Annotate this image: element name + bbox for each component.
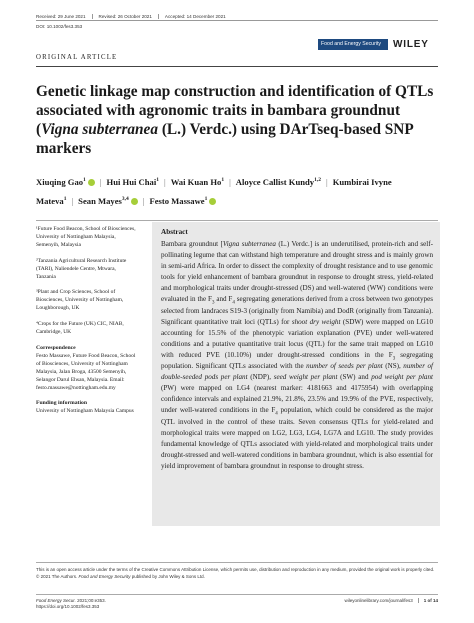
affiliation: ¹Future Food Beacon, School of Biosciences, University of Nottingham Malaysia, Semenyih, Malaysia <box>36 226 136 248</box>
copyright-pre: © 2021 The Authors. <box>36 573 79 579</box>
author-separator: | <box>325 177 328 187</box>
affiliations <box>36 226 136 337</box>
author-separator: | <box>163 177 166 187</box>
citation-journal: Food Energy Secur. <box>36 598 76 603</box>
abstract-text: segregating population. Significant QTLs associated with the <box>161 350 433 371</box>
orcid-icon[interactable] <box>88 179 95 186</box>
abstract-italic-text: number of double-seeded pods per plant <box>161 362 433 382</box>
abstract-subscript: 4 <box>275 411 278 417</box>
abstract-italic-text: shoot dry weight <box>291 317 341 326</box>
author-affiliation-marker: 1 <box>204 196 208 203</box>
abstract-text: (L.) Verdc.] is an underutilised, protein-rich and self-pollinating legume that can withstand high temperature and drought stress and is mainly grown in semi-arid Africa. In order to dissect the complexity of drought resistance and to use genomic tools for yield enhancement of bambara groundnut in response to drought stress, yield-related and morphological traits under drought-stressed (DS) and well-watered (WW) conditions were evaluated in the F <box>161 240 433 304</box>
author-name: Wai Kuan Ho <box>170 177 222 187</box>
citation-volume: 2021;00:e353. <box>75 598 106 603</box>
author-divider <box>36 220 438 221</box>
author-name: Festo Massawe <box>149 196 205 206</box>
article-dates <box>36 13 438 21</box>
abstract-subscript: 3 <box>392 356 396 362</box>
abstract-italic-text: pod weight per plant <box>371 373 433 382</box>
author-affiliation-marker: 1,2 <box>314 177 321 184</box>
author-name: Kumbirai Ivyne Mateva <box>36 177 392 206</box>
copyright-line <box>36 574 438 581</box>
author-name: Hui Hui Chai <box>106 177 157 187</box>
abstract-italic-text: Vigna subterranea <box>222 240 276 248</box>
author-affiliation-marker: 3,4 <box>121 196 129 203</box>
author-affiliation-marker: 1 <box>221 177 225 184</box>
header-divider <box>36 66 438 67</box>
article-type: ORIGINAL ARTICLE <box>36 54 118 61</box>
abstract-text: (NDP), <box>247 373 274 382</box>
author-name: Sean Mayes <box>78 196 122 206</box>
author-name: Xiuqing Gao <box>36 177 84 187</box>
article-title <box>36 82 438 158</box>
abstract-box <box>152 222 440 526</box>
publisher-logo: WILEY <box>393 39 429 50</box>
abstract-body <box>161 239 433 472</box>
license-line: This is an open access article under the terms of the Creative Commons Attribution License, which permits use, distribution and reproduction in any medium, provided the original work is properly cited. <box>36 567 435 572</box>
funding-text: University of Nottingham Malaysia Campus <box>36 408 134 415</box>
license-notice <box>36 562 438 580</box>
author-separator: | <box>71 196 74 206</box>
orcid-icon[interactable] <box>209 198 216 205</box>
doi[interactable]: DOI: 10.1002/fes3.353 <box>36 24 83 29</box>
abstract-text: and F <box>214 295 233 304</box>
title-part2: (L.) Verdc.) using DArTseq-based SNP markers <box>36 121 413 157</box>
revised-date: Revised: 26 October 2021 <box>99 14 159 19</box>
orcid-icon[interactable] <box>131 198 138 205</box>
accepted-date: Accepted: 14 December 2021 <box>164 14 226 19</box>
author <box>171 177 224 187</box>
author-affiliation-marker: 1 <box>156 177 159 184</box>
author-separator: | <box>229 177 231 187</box>
abstract-italic-text: number of seeds per plant <box>306 362 383 371</box>
journal-website-link[interactable]: wileyonlinelibrary.com/journal/fes3 <box>344 598 413 603</box>
abstract-text: (PW) were mapped on LG4 (nearest marker: 4181663 and 4175954) with overlapping confidence intervals and explained 21.9%, 21.8%, 23.5% and 19.9% of the PVE, respectively, under well-watered conditions in the F <box>161 384 433 415</box>
author-separator: | <box>142 196 145 206</box>
abstract-text: population, which could be considered as the major QTL involved in the control of these traits. Seven consensus QTLs for yield-related and morphological traits were mapped on LG2, LG3, LG4, LG7A and LG10. The study provides fundamental knowledge of QTLs associated with yield-related and morphological traits under drought-stressed and well-watered conditions in bambara groundnut, which is also essential for yield improvement of bambara groundnut in response to drought stress. <box>161 406 433 470</box>
title-italic: Vigna subterranea <box>41 121 158 138</box>
author-list <box>36 173 438 211</box>
journal-logo-text: Food and Energy Security <box>321 41 381 47</box>
abstract-heading: Abstract <box>161 228 188 236</box>
received-date: Received: 29 June 2021 <box>36 14 93 19</box>
footer-right <box>345 598 438 604</box>
author <box>107 177 159 187</box>
funding-heading: Funding information <box>36 400 88 407</box>
abstract-text: (SDW) were mapped on LG10 accounting for 15.5% of the phenotypic variation explanation (PVE) under well-watered conditions and a putative quantitative trait locus (QTL) for the same trait mapped on LG10 with reduced PVE (10.10%) under drought-stressed conditions in the F <box>161 317 433 359</box>
abstract-text: (NS), <box>382 362 404 371</box>
abstract-text: segregating generations derived from a cross between two genotypes selected from landraces S19-3 (originally from Namibia) and DodR (originally from Tanzania). Significant quantitative trait loci (QTLs) for <box>161 295 433 326</box>
abstract-subscript: 4 <box>232 300 235 306</box>
author-name: Aloyce Callist Kundy <box>235 177 315 187</box>
journal-logo <box>318 39 388 50</box>
correspondence-text: Festo Massawe, Future Food Beacon, School of Biosciences, University of Nottingham Malaysia, Jalan Broga, 43500 Semenyih, Selangor Darul Ehsan, Malaysia. Email: festo.massawe@nottingham.edu.my <box>36 352 136 391</box>
title-part1: Genetic linkage map construction and identification of QTLs associated with agronomic traits in bambara groundnut ( <box>36 83 434 138</box>
affiliation: ³Plant and Crop Sciences, School of Biosciences, University of Nottingham, Loughborough, UK <box>36 289 124 312</box>
author-affiliation-marker: 1 <box>83 177 86 184</box>
correspondence-heading: Correspondence <box>36 344 76 351</box>
abstract-text: (SW) and <box>337 373 372 382</box>
page-number: 1 of 14 <box>418 598 438 603</box>
copyright-journal: Food and Energy Security <box>78 573 131 579</box>
author <box>36 177 95 187</box>
copyright-post: published by John Wiley & Sons Ltd. <box>130 573 205 579</box>
author <box>78 196 138 206</box>
page-footer <box>36 594 438 611</box>
affiliation: ²Tanzania Agricultural Research Institute (TARI), Naliendele Centre, Mtwara, Tanzania <box>36 257 127 280</box>
doi-link[interactable]: https://doi.org/10.1002/fes3.353 <box>36 604 100 610</box>
author-separator: | <box>99 177 102 187</box>
affiliation: ⁴Crops for the Future (UK) CIC, NIAB, Cambridge, UK <box>36 321 124 336</box>
author <box>236 177 321 187</box>
author-affiliation-marker: 1 <box>63 196 67 203</box>
abstract-italic-text: seed weight per plant <box>273 373 338 382</box>
author <box>149 196 216 206</box>
sidebar <box>36 226 136 424</box>
abstract-text: Bambara groundnut [ <box>161 240 223 248</box>
abstract-subscript: 3 <box>211 300 215 306</box>
